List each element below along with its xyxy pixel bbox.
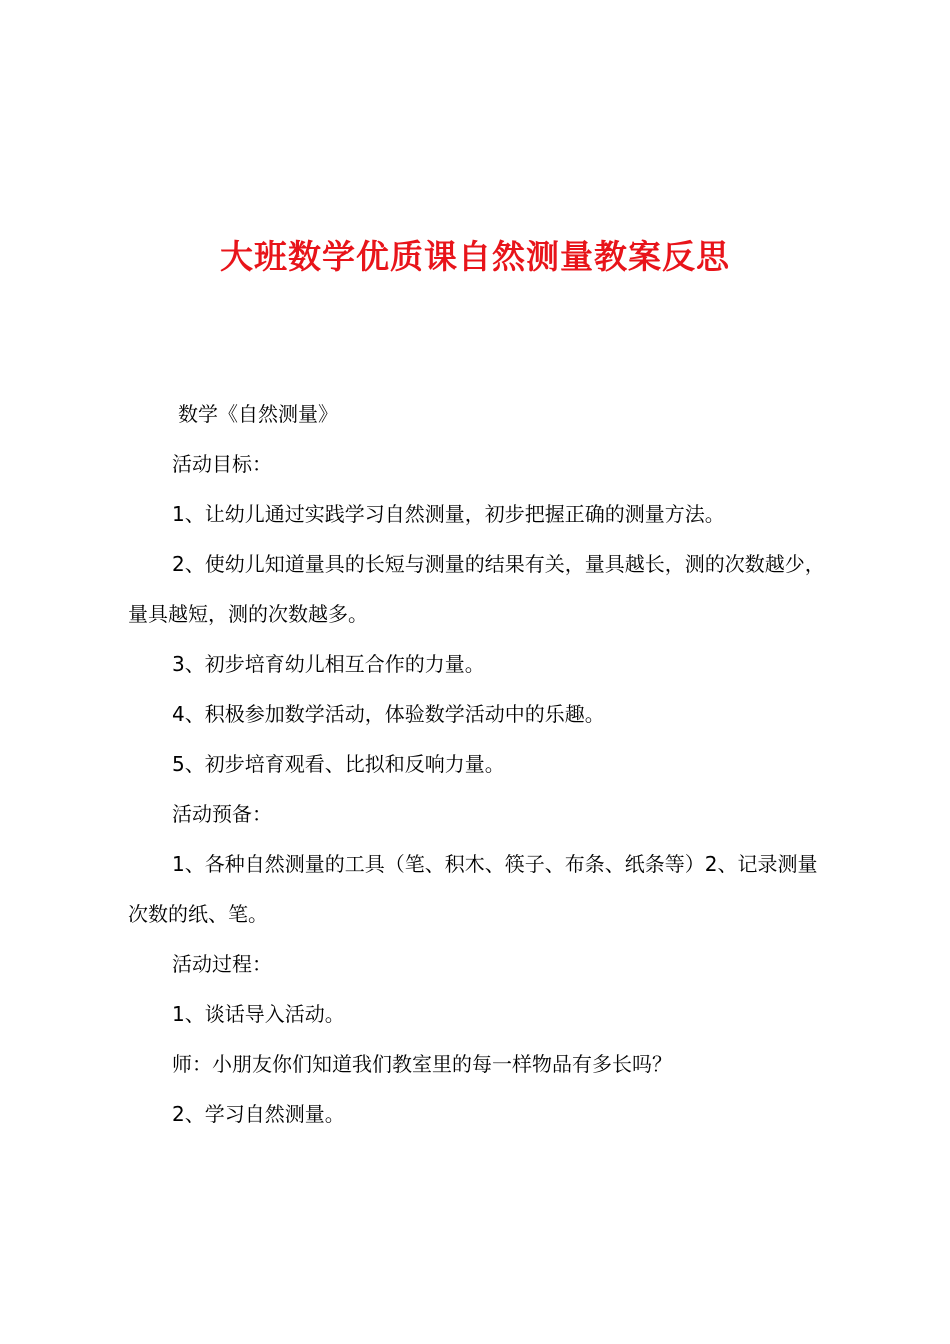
paragraph-goal-3: 3、初步培育幼儿相互合作的力量。 xyxy=(172,652,485,676)
paragraph-goals-heading: 活动目标： xyxy=(172,452,272,476)
paragraph-teacher-question: 师：小朋友你们知道我们教室里的每一样物品有多长吗？ xyxy=(172,1052,672,1076)
document-body xyxy=(128,389,834,1139)
paragraph-preparation-items: 1、各种自然测量的工具（笔、积木、筷子、布条、纸条等）2、记录测量次数的纸、笔。 xyxy=(128,852,818,926)
paragraph-goal-1: 1、让幼儿通过实践学习自然测量，初步把握正确的测量方法。 xyxy=(172,502,725,526)
paragraph-subject-title: 数学《自然测量》 xyxy=(178,402,338,426)
paragraph-goal-4: 4、积极参加数学活动，体验数学活动中的乐趣。 xyxy=(172,702,605,726)
document-title: 大班数学优质课自然测量教案反思 xyxy=(220,237,730,277)
paragraph-goal-5: 5、初步培育观看、比拟和反响力量。 xyxy=(172,752,505,776)
paragraph-process-step-2: 2、学习自然测量。 xyxy=(172,1102,345,1126)
paragraph-goal-2: 2、使幼儿知道量具的长短与测量的结果有关，量具越长，测的次数越少，量具越短，测的次数越多。 xyxy=(128,552,825,626)
paragraph-process-step-1: 1、谈话导入活动。 xyxy=(172,1002,345,1026)
paragraph-process-heading: 活动过程： xyxy=(172,952,272,976)
paragraph-preparation-heading: 活动预备： xyxy=(172,802,272,826)
